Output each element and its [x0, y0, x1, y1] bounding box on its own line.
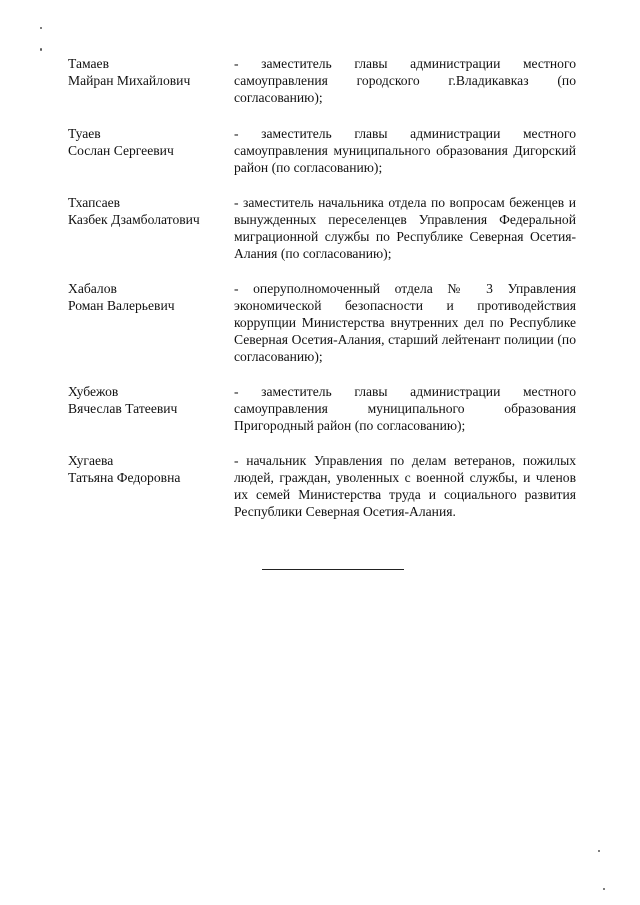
member-name [68, 383, 228, 417]
scan-speck [603, 888, 605, 890]
member-given-names: Татьяна Федоровна [68, 470, 181, 485]
member-surname: Хугаева [68, 453, 114, 468]
scan-speck [40, 27, 42, 29]
member-name [68, 55, 228, 89]
member-given-names: Майран Михайлович [68, 73, 191, 88]
member-role: - заместитель главы администрации местного самоуправления муниципального образования Пригородный район (по согласованию); [234, 384, 576, 433]
member-role: - начальник Управления по делам ветеранов, пожилых людей, граждан, уволенных с военной службы, и членов их семей Министерства труда и социального развития Республики Северная Осетия-Алания. [234, 453, 576, 519]
scan-speck [598, 850, 600, 852]
member-surname: Тамаев [68, 56, 109, 71]
member-name [68, 194, 228, 228]
member-name [68, 452, 228, 486]
member-surname: Туаев [68, 126, 101, 141]
member-surname: Хабалов [68, 281, 117, 296]
member-role: - заместитель главы администрации местного самоуправления городского г.Владикавказ (по согласованию); [234, 56, 576, 105]
member-name [68, 125, 228, 159]
member-given-names: Вячеслав Татеевич [68, 401, 178, 416]
member-role: - оперуполномоченный отдела № 3 Управления экономической безопасности и противодействия коррупции Министерства внутренних дел по Республике Северная Осетия-Алания, старший лейтенант полиции (по согласованию); [234, 281, 576, 364]
member-given-names: Роман Валерьевич [68, 298, 175, 313]
scan-speck [40, 48, 42, 51]
member-name [68, 280, 228, 314]
member-surname: Тхапсаев [68, 195, 121, 210]
member-role: - заместитель главы администрации местного самоуправления муниципального образования Дигорский район (по согласованию); [234, 126, 576, 175]
member-role: - заместитель начальника отдела по вопросам беженцев и вынужденных переселенцев Управления Федеральной миграционной службы по Республике Северная Осетия-Алания (по согласованию); [234, 195, 576, 261]
member-given-names: Казбек Дзамболатович [68, 212, 200, 227]
member-given-names: Сослан Сергеевич [68, 143, 174, 158]
member-surname: Хубежов [68, 384, 119, 399]
closing-separator-line [262, 569, 404, 570]
